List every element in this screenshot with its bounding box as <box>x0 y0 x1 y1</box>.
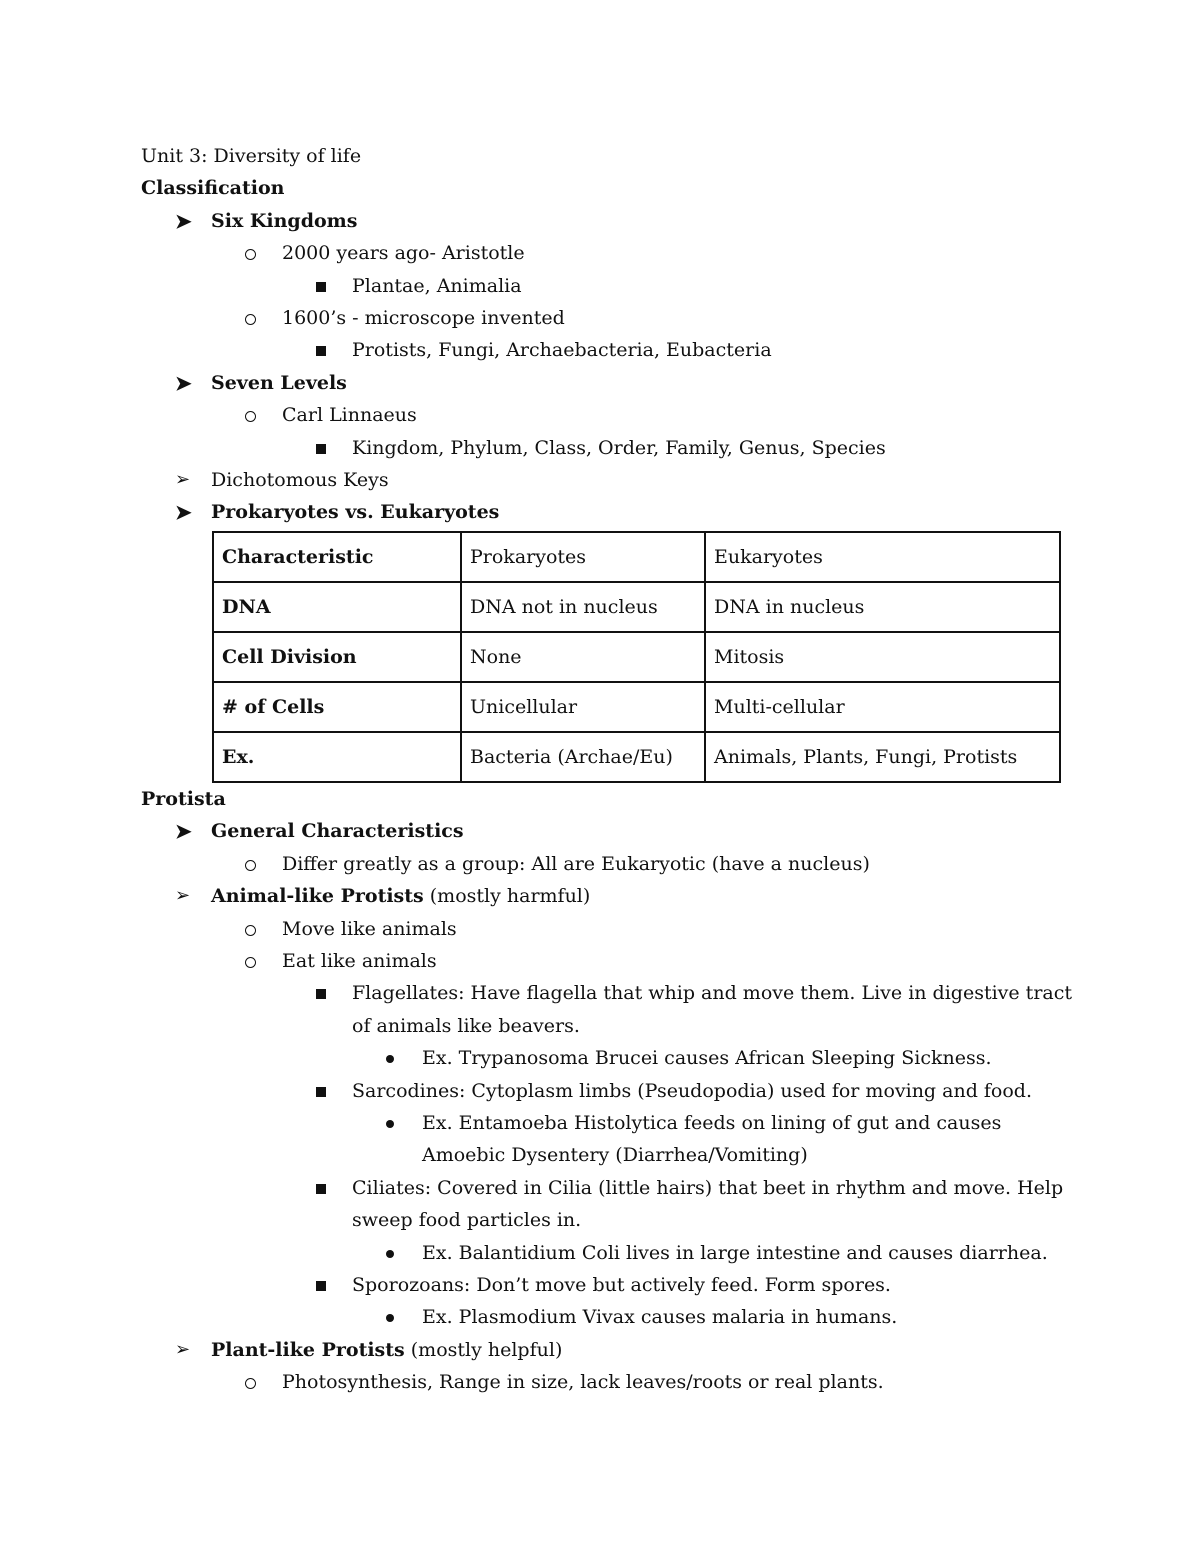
document-page <box>141 140 1081 1399</box>
arrow-bullet-icon: ➤ <box>175 208 192 233</box>
bullet-flagellates: Flagellates: Have flagella that whip and move them. Live in digestive tract of animals like beavers. <box>141 977 1072 1042</box>
bullet-prokaryotes-vs-eukaryotes: ➤ Prokaryotes vs. Eukaryotes <box>141 496 1081 528</box>
table-header-cell: Characteristic <box>213 532 461 582</box>
bullet-ciliates-example: Ex. Balantidium Coli lives in large intestine and causes diarrhea. <box>141 1237 1081 1269</box>
bullet-six-kingdoms: ➤ Six Kingdoms <box>141 205 1081 237</box>
table-cell: Multi-cellular <box>705 682 1060 732</box>
bullet-animal-like-protists: ➢ Animal-like Protists (mostly harmful) <box>141 880 1081 912</box>
table-cell: Animals, Plants, Fungi, Protists <box>705 732 1060 782</box>
table-header-cell: Prokaryotes <box>461 532 705 582</box>
table-row <box>213 682 1060 732</box>
square-bullet-icon <box>316 346 326 356</box>
table-row <box>213 582 1060 632</box>
bullet-sporozoans-example: Ex. Plasmodium Vivax causes malaria in humans. <box>141 1301 1081 1333</box>
square-bullet-icon <box>316 1184 326 1194</box>
bullet-levels: Kingdom, Phylum, Class, Order, Family, Genus, Species <box>141 432 1081 464</box>
table-cell: # of Cells <box>213 682 461 732</box>
table-cell: DNA <box>213 582 461 632</box>
bullet-sarcodines: Sarcodines: Cytoplasm limbs (Pseudopodia) used for moving and food. <box>141 1075 1081 1107</box>
bullet-microscope-kingdoms: Protists, Fungi, Archaebacteria, Eubacteria <box>141 334 1081 366</box>
bullet-eat-like-animals: Eat like animals <box>141 945 1081 977</box>
arrow-bullet-icon: ➢ <box>175 1338 191 1360</box>
square-bullet-icon <box>316 444 326 454</box>
arrow-bullet-icon: ➢ <box>175 469 191 491</box>
table-row <box>213 732 1060 782</box>
table-cell: Bacteria (Archae/Eu) <box>461 732 705 782</box>
square-bullet-icon <box>316 1281 326 1291</box>
bullet-ciliates: Ciliates: Covered in Cilia (little hairs) that beet in rhythm and move. Help sweep food particles in. <box>141 1172 1072 1237</box>
table-cell: DNA not in nucleus <box>461 582 705 632</box>
circle-bullet-icon <box>245 1378 256 1389</box>
circle-bullet-icon <box>245 249 256 260</box>
bullet-sarcodines-example: Ex. Entamoeba Histolytica feeds on lining of gut and causes Amoebic Dysentery (Diarrhea/Vomiting) <box>141 1107 1022 1172</box>
table-header-cell: Eukaryotes <box>705 532 1060 582</box>
bullet-aristotle: 2000 years ago- Aristotle <box>141 237 1081 269</box>
dot-bullet-icon <box>386 1120 394 1128</box>
bullet-microscope: 1600’s - microscope invented <box>141 302 1081 334</box>
table-cell: Mitosis <box>705 632 1060 682</box>
square-bullet-icon <box>316 1087 326 1097</box>
heading-classification: Classification <box>141 177 285 200</box>
dot-bullet-icon <box>386 1314 394 1322</box>
table-cell: DNA in nucleus <box>705 582 1060 632</box>
table-cell: Cell Division <box>213 632 461 682</box>
comparison-table <box>212 531 1061 783</box>
dot-bullet-icon <box>386 1055 394 1063</box>
circle-bullet-icon <box>245 860 256 871</box>
bullet-general-characteristics: ➤ General Characteristics <box>141 815 1081 847</box>
circle-bullet-icon <box>245 411 256 422</box>
table-cell: Ex. <box>213 732 461 782</box>
arrow-bullet-icon: ➤ <box>175 370 192 395</box>
bullet-general-note: Differ greatly as a group: All are Eukaryotic (have a nucleus) <box>141 848 1081 880</box>
circle-bullet-icon <box>245 314 256 325</box>
table-cell: None <box>461 632 705 682</box>
arrow-bullet-icon: ➤ <box>175 500 192 525</box>
bullet-plant-like-protists: ➢ Plant-like Protists (mostly helpful) <box>141 1334 1081 1366</box>
bullet-seven-levels: ➤ Seven Levels <box>141 367 1081 399</box>
bullet-dichotomous-keys: ➢ Dichotomous Keys <box>141 464 1081 496</box>
heading-protista: Protista <box>141 787 226 810</box>
bullet-aristotle-kingdoms: Plantae, Animalia <box>141 270 1081 302</box>
table-header-row <box>213 532 1060 582</box>
bullet-linnaeus: Carl Linnaeus <box>141 399 1081 431</box>
bullet-sporozoans: Sporozoans: Don’t move but actively feed. Form spores. <box>141 1269 1081 1301</box>
table-cell: Unicellular <box>461 682 705 732</box>
table-row <box>213 632 1060 682</box>
arrow-bullet-icon: ➤ <box>175 819 192 844</box>
square-bullet-icon <box>316 282 326 292</box>
arrow-bullet-icon: ➢ <box>175 885 191 907</box>
bullet-move-like-animals: Move like animals <box>141 913 1081 945</box>
square-bullet-icon <box>316 989 326 999</box>
bullet-flagellates-example: Ex. Trypanosoma Brucei causes African Sleeping Sickness. <box>141 1042 1081 1074</box>
circle-bullet-icon <box>245 957 256 968</box>
circle-bullet-icon <box>245 925 256 936</box>
dot-bullet-icon <box>386 1250 394 1258</box>
bullet-photosynthesis: Photosynthesis, Range in size, lack leaves/roots or real plants. <box>141 1366 1081 1398</box>
document-title: Unit 3: Diversity of life <box>141 145 362 167</box>
